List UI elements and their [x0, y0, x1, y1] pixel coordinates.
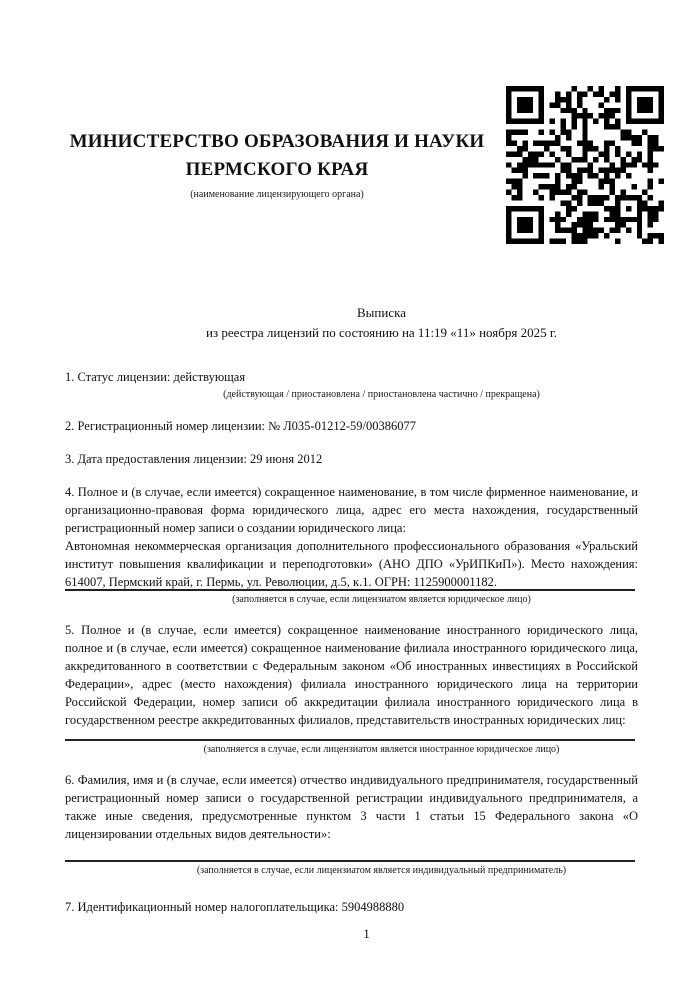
item-4-legal-entity	[65, 483, 638, 591]
ruled-line	[65, 860, 635, 862]
qr-code-image	[506, 86, 664, 244]
page-number	[65, 926, 638, 942]
page-number-value: 1	[363, 926, 370, 941]
ruled-line	[65, 589, 635, 591]
item-6-entrepreneur: 6. Фамилия, имя и (в случае, если имеется) отчество индивидуального предпринимателя, государственный регистрационный номер записи о государственной регистрации индивидуального предпринимателя, а также иные сведения, предусмотренные пунктом 3 части 1 статьи 15 Федерального закона «О лицензировании отдельных видов деятельности»:	[65, 773, 638, 841]
doc-title-line2: из реестра лицензий по состоянию на 11:19 «11» ноября 2025 г.	[206, 325, 557, 340]
item-4-value: Автономная некоммерческая организация дополнительного профессионального образования «Уральский институт повышения квалификации и переподготовки» (АНО ДПО «УрИПКиП»). Место нахождения: 614007, Пермский край, г. Пермь, ул. Революции, д.5, к.1. ОГРН: 1125900001182.	[65, 539, 638, 589]
licensing-authority-header	[65, 128, 489, 201]
item-3-license-date: 3. Дата предоставления лицензии: 29 июня 2012	[65, 452, 323, 466]
ministry-caption: (наименование лицензирующего органа)	[190, 189, 364, 200]
item-1-status: 1. Статус лицензии: действующая	[65, 370, 246, 384]
doc-title-line1: Выписка	[357, 305, 406, 320]
item-4-note: (заполняется в случае, если лицензиатом является юридическое лицо)	[232, 594, 531, 605]
item-7-taxpayer-number: 7. Идентификационный номер налогоплательщика: 5904988880	[65, 900, 405, 914]
item-1-note: (действующая / приостановлена / приостановлена частично / прекращена)	[223, 389, 540, 400]
item-6-note: (заполняется в случае, если лицензиатом является индивидуальный предприниматель)	[196, 865, 567, 876]
ministry-name-line2: ПЕРМСКОГО КРАЯ	[185, 159, 369, 180]
item-4-text: 4. Полное и (в случае, если имеется) сокращенное наименование, в том числе фирменное наименование, и организационно-правовая форма юридического лица, адрес его места нахождения, государственный регистрационный номер записи о создании юридического лица:	[65, 485, 638, 535]
qr-code	[506, 86, 664, 244]
item-2-registration-number: 2. Регистрационный номер лицензии: № Л035-01212-59/00386077	[65, 419, 416, 433]
item-5-note: (заполняется в случае, если лицензиатом является иностранное юридическое лицо)	[203, 744, 560, 755]
item-5-foreign-entity: 5. Полное и (в случае, если имеется) сокращенное наименование иностранного юридического лица, полное и (в случае, если имеется) сокращенное наименование филиала иностранного юридического лица, аккредитованного в соответствии с Федеральным законом «Об иностранных инвестициях в Российской Федерации», адрес (место нахождения) филиала иностранного юридического лица на территории Российской Федерации, номер записи об аккредитации филиала иностранного юридического лица в государственном реестре аккредитованных филиалов, представительств иностранных юридических лиц:	[65, 623, 638, 727]
ruled-line	[65, 739, 635, 741]
ministry-name-line1: МИНИСТЕРСТВО ОБРАЗОВАНИЯ И НАУКИ	[69, 131, 485, 152]
